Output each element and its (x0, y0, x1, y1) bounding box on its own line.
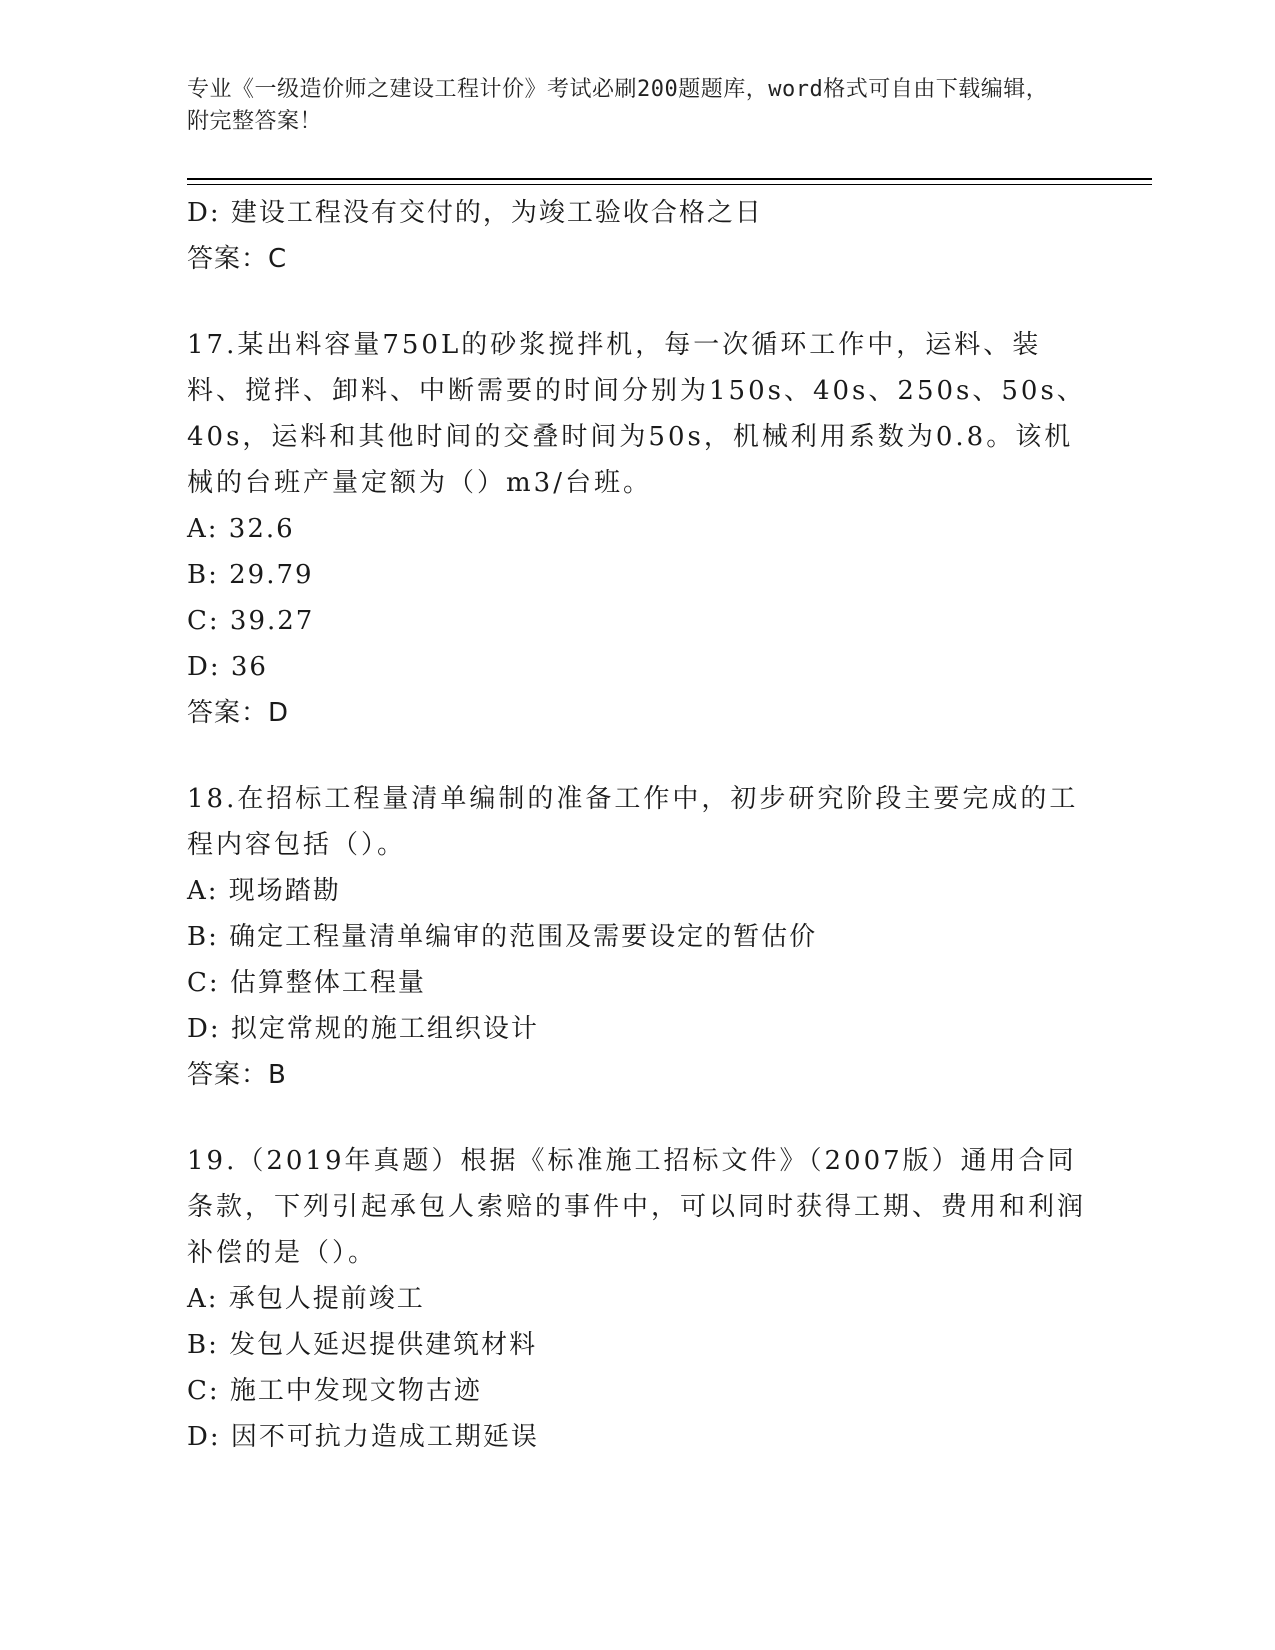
header-divider-thin (187, 184, 1152, 185)
question-text: 19.（2019年真题）根据《标准施工招标文件》（2007版）通用合同条款，下列引起承包人索赔的事件中，可以同时获得工期、费用和利润补偿的是（）。 (187, 1146, 1087, 1268)
answer: 答案：B (187, 1060, 287, 1090)
option-c: C: 39.27 (187, 606, 315, 636)
option-c: C: 施工中发现文物古迹 (187, 1376, 482, 1406)
option-d: D: 因不可抗力造成工期延误 (187, 1422, 539, 1452)
option-d: D: 拟定常规的施工组织设计 (187, 1014, 539, 1044)
question-content (187, 190, 1092, 1460)
option-a: A: 32.6 (187, 514, 295, 544)
document-header: 专业《一级造价师之建设工程计价》考试必刷200题题库，word格式可自由下载编辑，附完整答案！ (187, 77, 1049, 134)
question-19 (187, 1138, 1092, 1460)
option-b: B: 确定工程量清单编审的范围及需要设定的暂估价 (187, 922, 818, 952)
carry-over-option-d: D: 建设工程没有交付的，为竣工验收合格之日 (187, 198, 763, 228)
question-text: 18.在招标工程量清单编制的准备工作中，初步研究阶段主要完成的工程内容包括（）。 (187, 784, 1079, 860)
question-18 (187, 776, 1092, 1098)
carry-over-answer: 答案：C (187, 244, 288, 274)
option-d: D: 36 (187, 652, 268, 682)
option-a: A: 承包人提前竣工 (187, 1284, 425, 1314)
option-a: A: 现场踏勘 (187, 876, 341, 906)
option-c: C: 估算整体工程量 (187, 968, 426, 998)
header-divider-thick (187, 178, 1152, 180)
question-text: 17.某出料容量750L的砂浆搅拌机，每一次循环工作中，运料、装料、搅拌、卸料、中断需要的时间分别为150s、40s、250s、50s、40s，运料和其他时间的交叠时间为50s，机械利用系数为0.8。该机械的台班产量定额为（）m3/台班。 (187, 330, 1086, 498)
answer: 答案：D (187, 698, 290, 728)
question-17 (187, 322, 1092, 736)
option-b: B: 29.79 (187, 560, 314, 590)
option-b: B: 发包人延迟提供建筑材料 (187, 1330, 538, 1360)
